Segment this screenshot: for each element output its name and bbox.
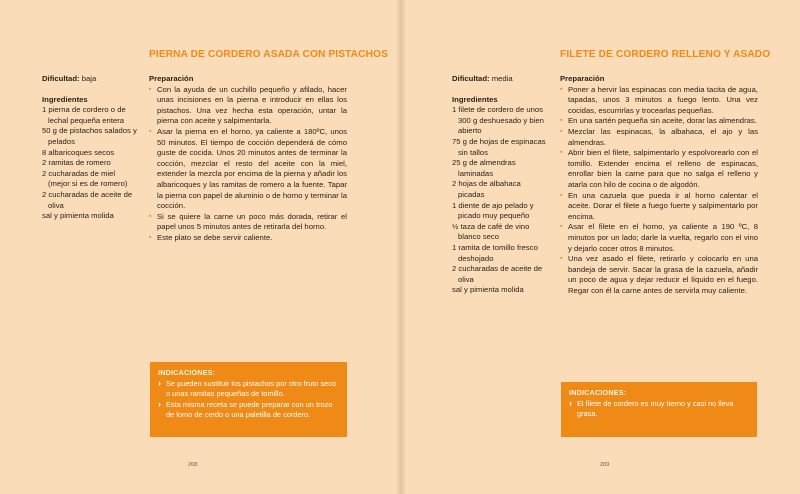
recipe-title: PIERNA DE CORDERO ASADA CON PISTACHOS — [149, 49, 388, 60]
notes-box — [150, 362, 347, 437]
difficulty-label: Dificultad: — [452, 74, 490, 83]
ingredient-item: 2 hojas de albahaca picadas — [452, 179, 521, 199]
preparation-step: ▪ Una vez asado el filete, retirarlo y colocarlo en una bandeja de servir. Sacar la grasa de la cazuela, añadir un poco de agua y dejar reducir el líquido en el fuego. Regar con él la carne antes de servirla muy caliente. — [560, 254, 758, 296]
difficulty-value: media — [491, 74, 513, 83]
ingredients-list — [452, 105, 548, 296]
ingredient-item: ½ taza de café de vino blanco seco — [452, 221, 530, 242]
ingredient-item: 1 filete de cordero de unos 300 g deshuesado y bien abierto — [452, 105, 544, 136]
note-item: › Se pueden sustituir los pistachos por otro fruto seco o unas ramitas pequeñas de tomillo. — [158, 379, 339, 400]
preparation-step: ▪ Asar el filete en el horno, ya caliente a 190 ºC, 8 minutos por un lado; darle la vuelta, regarlo con el vino y dejarlo cocer otros 8 minutos. — [560, 222, 758, 254]
preparation-heading: Preparación — [560, 74, 605, 83]
difficulty-line — [42, 74, 138, 85]
difficulty-label: Dificultad: — [42, 74, 80, 83]
notes-list — [569, 399, 749, 420]
ingredient-item: 1 diente de ajo pelado y picado muy pequeño — [452, 200, 534, 221]
note-item: › Esta misma receta se puede preparar con un trozo de lomo de cerdo o una paletilla de cordero. — [158, 400, 339, 421]
ingredient-item: 8 albaricoques secos — [42, 147, 115, 157]
ingredients-heading: Ingredientes — [452, 94, 498, 104]
recipe-title: FILETE DE CORDERO RELLENO Y ASADO — [560, 49, 771, 60]
ingredients-column — [452, 74, 548, 296]
ingredient-item: sal y pimienta molida — [42, 211, 114, 221]
ingredient-item: 1 pierna de cordero o de lechal pequeña entera — [42, 105, 126, 125]
ingredient-item: 50 g de pistachos salados y pelados — [42, 126, 137, 146]
preparation-step: ▪ Poner a hervir las espinacas con media tacita de agua, tapadas, unos 3 minutos a fuego lento. Una vez cocidas, escurrirlas y trocearlas pequeñas. — [560, 85, 758, 117]
preparation-steps — [560, 85, 758, 297]
ingredient-item: 2 cucharadas de miel (mejor si es de romero) — [42, 168, 128, 189]
ingredients-heading: Ingredientes — [42, 94, 88, 104]
preparation-step: ▪ Con la ayuda de un cuchillo pequeño y afilado, hacer unas incisiones en la pierna e introducir en ellas los pistachos. Una vez hecha esta operación, untar la pierna con aceite y salpimentarla. — [149, 85, 347, 127]
preparation-column — [149, 74, 347, 244]
ingredients-list — [42, 105, 138, 222]
left-page — [0, 0, 398, 494]
preparation-step: ▪ Este plato se debe servir caliente. — [149, 233, 347, 244]
preparation-step: ▪ Abrir bien el filete, salpimentarlo y espolvorearlo con el tomillo. Extender encima el relleno de espinacas, enrollar bien la carne para que no salga el relleno y atarla con hilo de cocina o de algodón. — [560, 148, 758, 190]
ingredients-column — [42, 74, 138, 222]
notes-box — [561, 382, 757, 437]
preparation-heading: Preparación — [149, 74, 194, 83]
preparation-step: ▪ Mezclar las espinacas, la albahaca, el ajo y las almendras. — [560, 127, 758, 148]
preparation-step: ▪ Si se quiere la carne un poco más dorada, retirar el papel unos 5 minutos antes de retirarla del horno. — [149, 212, 347, 233]
ingredient-item: 75 g de hojas de espinacas sin tallos — [452, 136, 546, 157]
preparation-step: ▪ En una cazuela que pueda ir al horno calentar el aceite. Dorar el filete a fuego fuerte y salpimentarlo por encima. — [560, 191, 758, 223]
ingredient-item: 2 cucharadas de aceite de oliva — [452, 264, 543, 284]
preparation-step: ▪ Asar la pierna en el horno, ya caliente a 180ºC, unos 50 minutos. El tiempo de cocción dependerá de cómo guste de cocida. Unos 20 minutos antes de terminar la cocción, mezclar el resto del aceite con la miel, extender la mezcla por encima de la pierna y añadir los albaricoques y las ramitas de romero a la fuente. Tapar la pierna con papel de aluminio o de horno y terminar la cocción. — [149, 127, 347, 212]
ingredient-item: 1 ramita de tomillo fresco deshojado — [452, 242, 538, 263]
difficulty-value: baja — [81, 74, 97, 83]
notes-title: INDICACIONES: — [158, 368, 216, 377]
preparation-column — [560, 74, 758, 296]
notes-list — [158, 379, 339, 421]
note-item: › El filete de cordero es muy tierno y casi no lleva grasa. — [569, 399, 749, 420]
ingredient-item: 2 cucharadas de aceite de oliva — [42, 189, 133, 210]
difficulty-line — [452, 74, 548, 85]
right-page — [404, 0, 800, 494]
ingredient-item: 25 g de almendras laminadas — [452, 158, 516, 178]
preparation-steps — [149, 85, 347, 244]
ingredient-item: sal y pimienta molida — [452, 285, 524, 295]
ingredient-item: 2 ramitas de romero — [42, 158, 111, 168]
preparation-step: ▪ En una sartén pequeña sin aceite, dorar las almendras. — [560, 116, 758, 127]
page-number: 209 — [600, 462, 610, 468]
page-number: 208 — [188, 462, 198, 468]
notes-title: INDICACIONES: — [569, 388, 627, 397]
